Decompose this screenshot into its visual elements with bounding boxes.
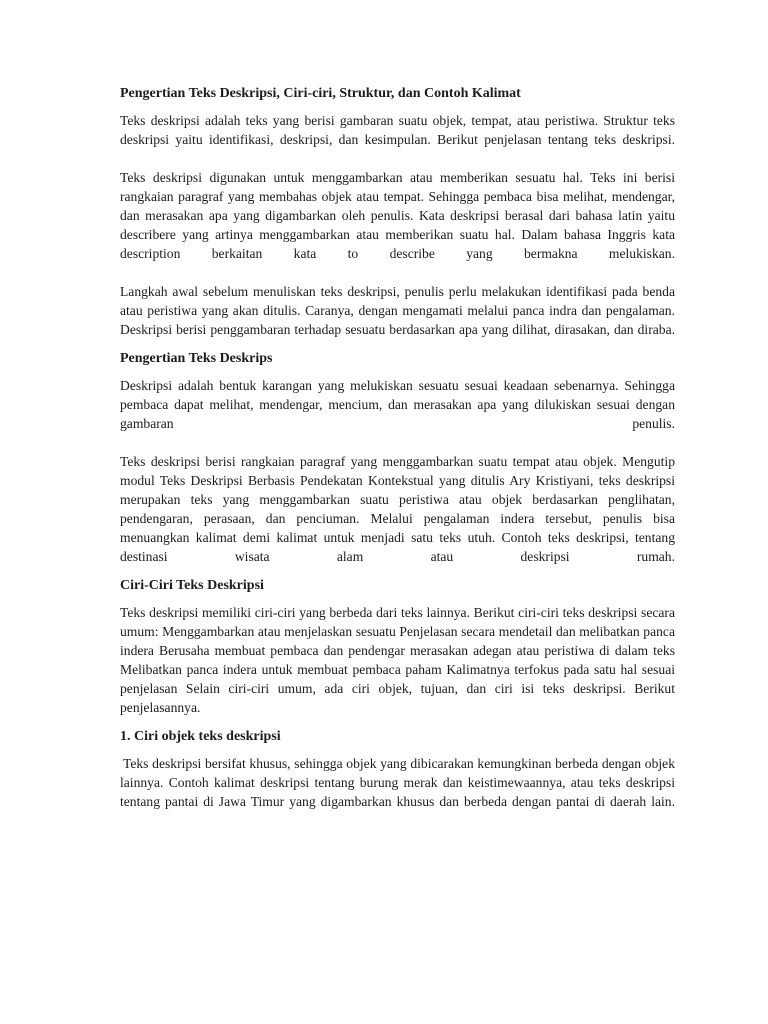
intro-paragraph-2: Teks deskripsi digunakan untuk menggambarkan atau memberikan sesuatu hal. Teks ini berisi rangkaian paragraf yang membahas objek atau tempat. Sehingga pembaca bisa melihat, mendengar, dan merasakan apa yang digambarkan oleh penulis. Kata deskripsi berasal dari bahasa latin yaitu describere yang artinya menggambarkan atau memberikan suatu hal. Dalam bahasa Inggris kata description berkaitan kata to describe yang bermakna melukiskan. [120,170,675,261]
document-page [120,84,675,830]
section-heading-ciri-objek: 1. Ciri objek teks deskripsi [120,729,281,744]
section1-paragraph-2: Teks deskripsi berisi rangkaian paragraf yang menggambarkan suatu tempat atau objek. Mengutip modul Teks Deskripsi Berbasis Pendekatan Kontekstual yang ditulis Ary Kristiyani, teks deskripsi merupakan teks yang menggambarkan suatu peristiwa atau objek berdasarkan penglihatan, pendengaran, perasaan, dan penciuman. Melalui pengalaman indera tersebut, penulis bisa menuangkan kalimat demi kalimat untuk menjadi satu teks utuh. Contoh teks deskripsi, tentang destinasi wisata alam atau deskripsi rumah. [120,454,675,564]
section-heading-ciri-ciri: Ciri-Ciri Teks Deskripsi [120,578,264,593]
section1-paragraph-1: Deskripsi adalah bentuk karangan yang melukiskan sesuatu sesuai keadaan sebenarnya. Sehingga pembaca dapat melihat, mendengar, mencium, dan merasakan apa yang dilukiskan sesuai dengan gambaran penulis. [120,378,675,431]
document-title: Pengertian Teks Deskripsi, Ciri-ciri, Struktur, dan Contoh Kalimat [120,86,521,101]
section2-paragraph-1: Teks deskripsi memiliki ciri-ciri yang berbeda dari teks lainnya. Berikut ciri-ciri teks deskripsi secara umum: Menggambarkan atau menjelaskan sesuatu Penjelasan secara mendetail dan melibatkan panca indera Berusaha membuat pembaca dan pendengar merasakan adegan atau peristiwa di dalam teks Melibatkan panca indera untuk membuat pembaca paham Kalimatnya terfokus pada satu hal sesuai penjelasan Selain ciri-ciri umum, ada ciri objek, tujuan, dan ciri isi teks deskripsi. Berikut penjelasannya. [120,605,675,715]
intro-paragraph-1: Teks deskripsi adalah teks yang berisi gambaran suatu objek, tempat, atau peristiwa. Struktur teks deskripsi yaitu identifikasi, deskripsi, dan kesimpulan. Berikut penjelasan tentang teks deskripsi. [120,113,675,147]
section-heading-pengertian: Pengertian Teks Deskrips [120,351,273,366]
section3-paragraph-1: Teks deskripsi bersifat khusus, sehingga objek yang dibicarakan kemungkinan berbeda dengan objek lainnya. Contoh kalimat deskripsi tentang burung merak dan keistimewaannya, atau teks deskripsi tentang pantai di Jawa Timur yang digambarkan khusus dan berbeda dengan pantai di daerah lain. [120,756,675,809]
intro-paragraph-3: Langkah awal sebelum menuliskan teks deskripsi, penulis perlu melakukan identifikasi pada benda atau peristiwa yang akan ditulis. Caranya, dengan mengamati melalui panca indra dan pengalaman. Deskripsi berisi penggambaran terhadap sesuatu berdasarkan apa yang dilihat, dirasakan, dan diraba. [120,284,675,337]
